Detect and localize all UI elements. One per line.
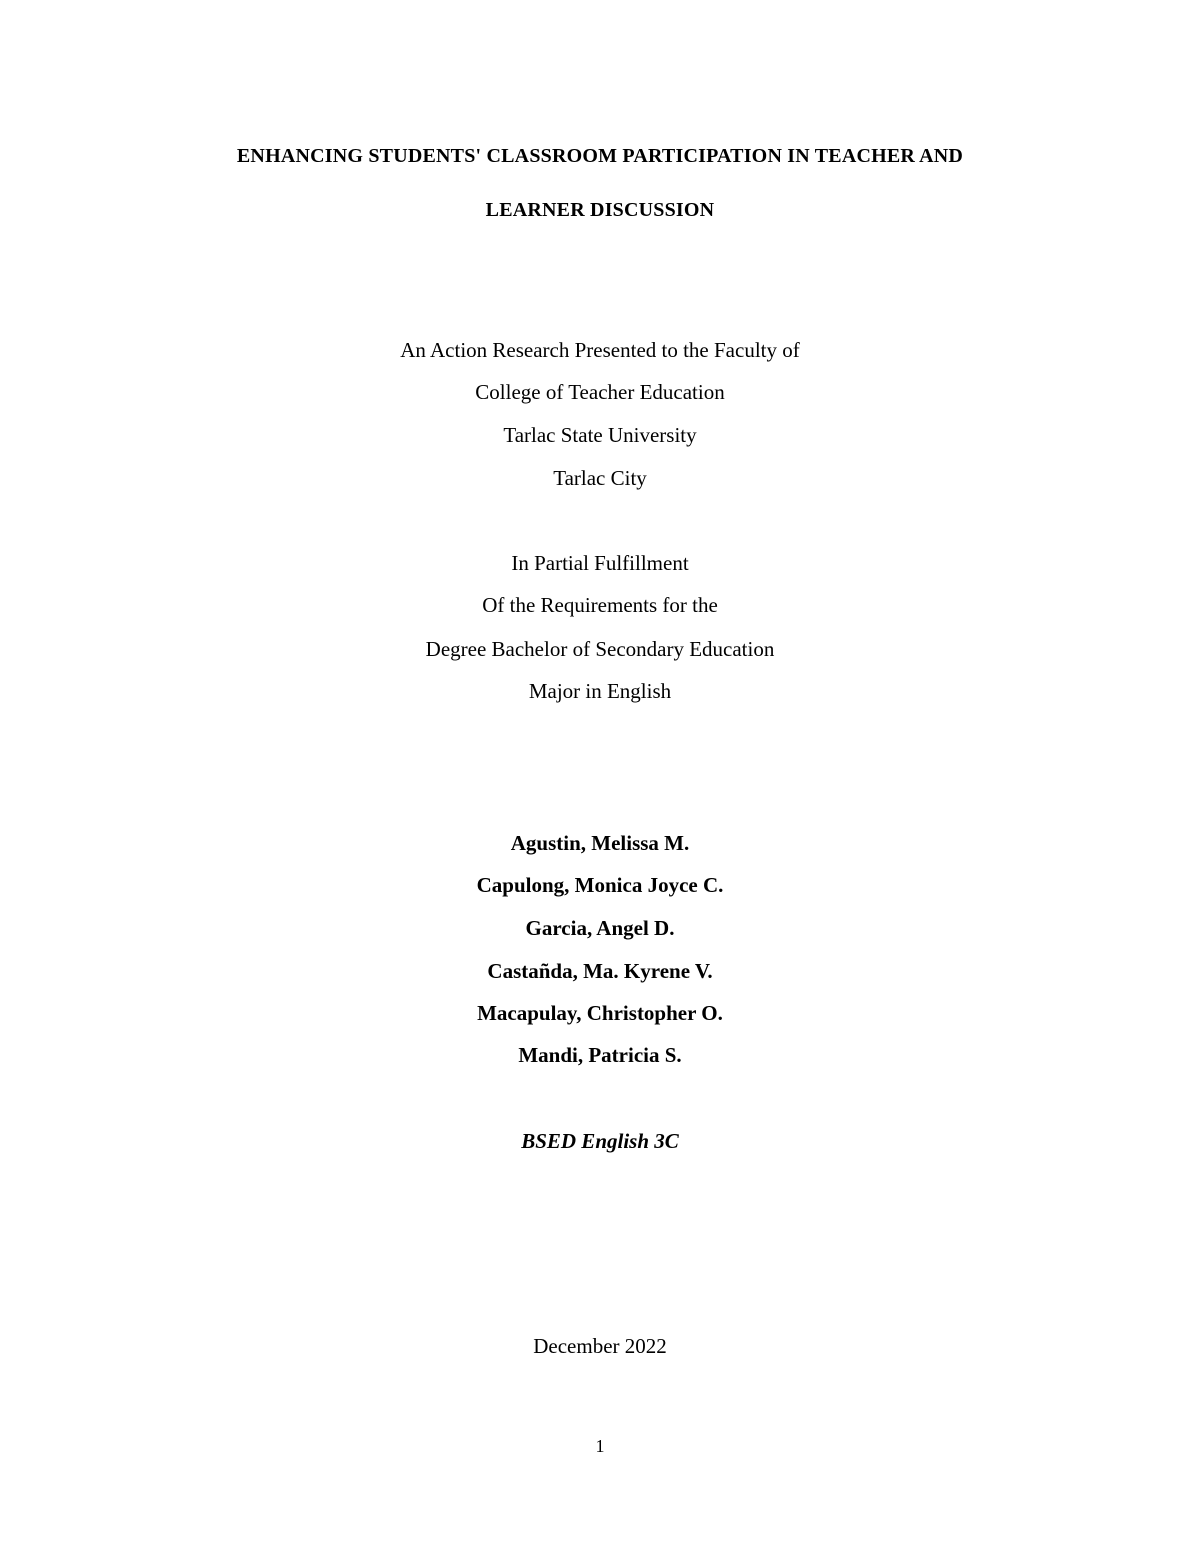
fulfillment-line-1: In Partial Fulfillment xyxy=(511,551,689,575)
class-section: BSED English 3C xyxy=(521,1129,679,1153)
fulfillment-line-2: Of the Requirements for the xyxy=(482,593,718,617)
author-1: Agustin, Melissa M. xyxy=(510,831,690,855)
title-line-2: LEARNER DISCUSSION xyxy=(485,199,715,221)
presentation-line-1: An Action Research Presented to the Faculty of xyxy=(400,338,800,362)
presentation-line-2: College of Teacher Education xyxy=(475,380,725,404)
presentation-line-3: Tarlac State University xyxy=(503,423,697,447)
presentation-line-4: Tarlac City xyxy=(553,466,647,490)
submission-date: December 2022 xyxy=(533,1334,667,1358)
author-4: Castañda, Ma. Kyrene V. xyxy=(487,959,713,983)
author-6: Mandi, Patricia S. xyxy=(518,1043,682,1067)
author-2: Capulong, Monica Joyce C. xyxy=(476,873,724,897)
page-number: 1 xyxy=(595,1436,605,1456)
fulfillment-line-4: Major in English xyxy=(528,679,672,703)
author-3: Garcia, Angel D. xyxy=(525,916,675,940)
title-line-1: ENHANCING STUDENTS' CLASSROOM PARTICIPATION IN TEACHER AND xyxy=(236,145,964,167)
author-5: Macapulay, Christopher O. xyxy=(477,1001,723,1025)
fulfillment-line-3: Degree Bachelor of Secondary Education xyxy=(425,637,775,661)
